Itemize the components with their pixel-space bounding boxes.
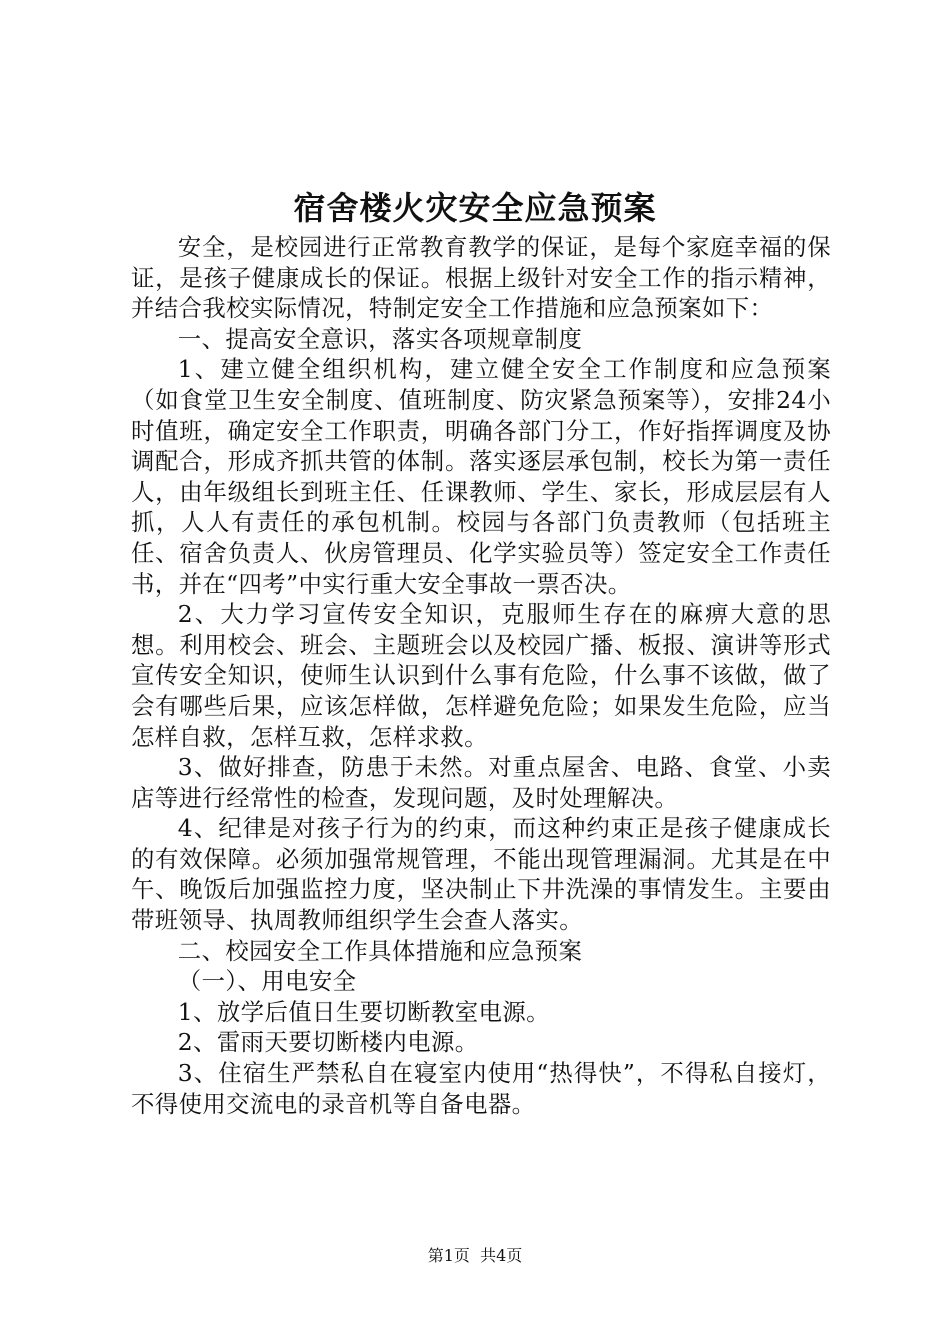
document-title: 宿舍楼火灾安全应急预案: [293, 189, 657, 227]
document-body: [131, 232, 831, 1119]
paragraph-electric-2: 2、雷雨天要切断楼内电源。: [177, 1028, 479, 1057]
paragraph-item-3: 3、做好排查，防患于未然。对重点屋舍、电路、食堂、小卖店等进行经常性的检查，发现问题，及时处理解决。: [131, 753, 831, 812]
page-number: 第1页: [427, 1246, 470, 1265]
paragraph-item-1: 1、建立健全组织机构，建立健全安全工作制度和应急预案（如食堂卫生安全制度、值班制度、防灾紧急预案等），安排24小时值班，确定安全工作职责，明确各部门分工，作好指挥调度及协调配合，形成齐抓共管的体制。落实逐层承包制，校长为第一责任人，由年级组长到班主任、任课教师、学生、家长，形成层层有人抓，人人有责任的承包机制。校园与各部门负责教师（包括班主任、宿舍负责人、伙房管理员、化学实验员等）签定安全工作责任书，并在“四考”中实行重大安全事故一票否决。: [131, 355, 831, 598]
page-total: 共4页: [480, 1246, 523, 1265]
paragraph-intro: 安全，是校园进行正常教育教学的保证，是每个家庭幸福的保证，是孩子健康成长的保证。根据上级针对安全工作的指示精神，并结合我校实际情况，特制定安全工作措施和应急预案如下：: [131, 233, 831, 323]
page-footer: [0, 1245, 950, 1267]
paragraph-item-2: 2、大力学习宣传安全知识，克服师生存在的麻痹大意的思想。利用校会、班会、主题班会以及校园广播、板报、演讲等形式宣传安全知识，使师生认识到什么事有危险，什么事不该做，做了会有哪些后果，应该怎样做，怎样避免危险；如果发生危险，应当怎样自救，怎样互救，怎样求救。: [131, 600, 831, 751]
section-heading-2: 二、校园安全工作具体措施和应急预案: [177, 936, 583, 965]
paragraph-electric-3: 3、住宿生严禁私自在寝室内使用“热得快”，不得私自接灯，不得使用交流电的录音机等自备电器。: [131, 1059, 831, 1118]
paragraph-electric-1: 1、放学后值日生要切断教室电源。: [177, 997, 550, 1026]
paragraph-item-4: 4、纪律是对孩子行为的约束，而这种约束正是孩子健康成长的有效保障。必须加强常规管理，不能出现管理漏洞。尤其是在中午、晚饭后加强监控力度，坚决制止下井洗澡的事情发生。主要由带班领导、执周教师组织学生会查人落实。: [131, 814, 831, 935]
subsection-heading-electric: （一）、用电安全: [177, 967, 357, 996]
section-heading-1: 一、提高安全意识，落实各项规章制度: [177, 324, 583, 353]
